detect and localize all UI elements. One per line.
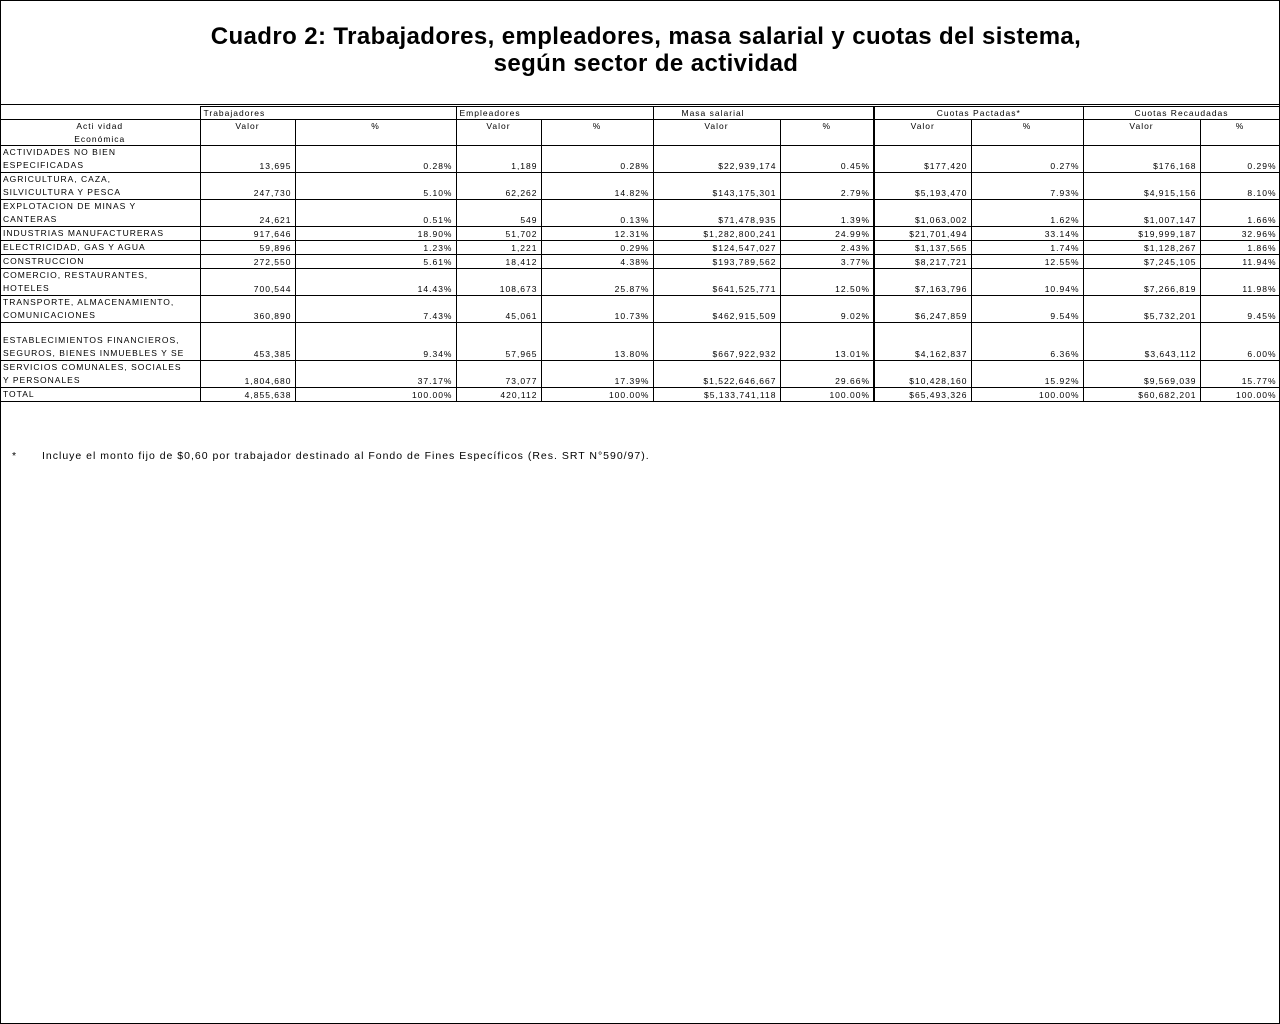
table-cell: 4,855,638 — [200, 388, 295, 402]
table-cell: $3,643,112 — [1083, 323, 1200, 361]
table-cell: 100.00% — [780, 388, 874, 402]
footnote-text: Incluye el monto fijo de $0,60 por trabajador destinado al Fondo de Fines Específicos (Res. SRT N°590/97). — [42, 450, 650, 462]
table-cell: 0.29% — [1200, 146, 1280, 173]
table-cell: $8,217,721 — [874, 255, 971, 269]
table-cell: 1.66% — [1200, 200, 1280, 227]
table-cell: $9,569,039 — [1083, 361, 1200, 388]
row-label — [0, 173, 200, 200]
table-cell: 25.87% — [541, 269, 653, 296]
table-cell: $1,282,800,241 — [653, 227, 780, 241]
row-label-line: HOTELES — [3, 283, 50, 293]
table-cell: 15.77% — [1200, 361, 1280, 388]
table-cell: 100.00% — [541, 388, 653, 402]
table-cell: $71,478,935 — [653, 200, 780, 227]
table-cell: 420,112 — [456, 388, 541, 402]
table-cell: 1,221 — [456, 241, 541, 255]
table-cell: 6.00% — [1200, 323, 1280, 361]
col-header-masa-pct: % — [780, 120, 874, 133]
group-header-masa-salarial: Masa salarial — [653, 107, 874, 120]
table-row — [0, 200, 1280, 227]
table-row — [0, 388, 1280, 402]
row-label — [0, 296, 200, 323]
table-cell: 15.92% — [971, 361, 1083, 388]
row-label-line: EXPLOTACION DE MINAS Y — [3, 201, 137, 211]
table-cell: 2.43% — [780, 241, 874, 255]
table-cell: $6,247,859 — [874, 296, 971, 323]
row-label — [0, 241, 200, 255]
table-cell: $65,493,326 — [874, 388, 971, 402]
row-label-line: TRANSPORTE, ALMACENAMIENTO, — [3, 297, 175, 307]
table-cell: 549 — [456, 200, 541, 227]
row-label-line: AGRICULTURA, CAZA, — [3, 174, 112, 184]
table-cell: 10.94% — [971, 269, 1083, 296]
row-label-line: INDUSTRIAS MANUFACTURERAS — [3, 228, 165, 238]
table-cell: 1.62% — [971, 200, 1083, 227]
group-header-empleadores: Empleadores — [456, 107, 653, 120]
table-cell: 7.43% — [295, 296, 456, 323]
table-cell: $22,939,174 — [653, 146, 780, 173]
row-label-line: CANTERAS — [3, 214, 58, 224]
table-cell: 11.94% — [1200, 255, 1280, 269]
table-row — [0, 241, 1280, 255]
table-cell: $19,999,187 — [1083, 227, 1200, 241]
row-label — [0, 269, 200, 296]
table-cell: 1,804,680 — [200, 361, 295, 388]
table-cell: 272,550 — [200, 255, 295, 269]
row-label-line: SERVICIOS COMUNALES, SOCIALES — [3, 362, 182, 372]
col-header-rec-valor: Valor — [1083, 120, 1200, 133]
table-cell: $176,168 — [1083, 146, 1200, 173]
row-label — [0, 388, 200, 402]
group-header-cuotas-recaudadas: Cuotas Recaudadas — [1083, 107, 1280, 120]
table-cell: 1.39% — [780, 200, 874, 227]
table-cell: 0.13% — [541, 200, 653, 227]
row-label-line: TOTAL — [3, 389, 35, 399]
table-row — [0, 255, 1280, 269]
table-cell: 14.82% — [541, 173, 653, 200]
table-cell: $1,007,147 — [1083, 200, 1200, 227]
table-cell: 6.36% — [971, 323, 1083, 361]
table-cell: 37.17% — [295, 361, 456, 388]
col-header-masa-valor: Valor — [653, 120, 780, 133]
row-label-line: COMUNICACIONES — [3, 310, 96, 320]
col-header-pact-valor: Valor — [874, 120, 971, 133]
table-cell: $7,163,796 — [874, 269, 971, 296]
table-cell: $10,428,160 — [874, 361, 971, 388]
col-header-pact-pct: % — [971, 120, 1083, 133]
footnote-mark: * — [12, 450, 18, 462]
table-cell: 7.93% — [971, 173, 1083, 200]
table-cell: $5,193,470 — [874, 173, 971, 200]
table-cell: 14.43% — [295, 269, 456, 296]
table-cell: 3.77% — [780, 255, 874, 269]
table-cell: 59,896 — [200, 241, 295, 255]
table-cell: 1.23% — [295, 241, 456, 255]
row-label-line: ESTABLECIMIENTOS FINANCIEROS, — [3, 335, 180, 345]
table-cell: $462,915,509 — [653, 296, 780, 323]
col-header-emp-valor: Valor — [456, 120, 541, 133]
row-label-line: SILVICULTURA Y PESCA — [3, 187, 122, 197]
table-cell: 1.74% — [971, 241, 1083, 255]
table-cell: 4.38% — [541, 255, 653, 269]
table-cell: 100.00% — [295, 388, 456, 402]
table-cell: $1,522,646,667 — [653, 361, 780, 388]
row-label-line: CONSTRUCCION — [3, 256, 85, 266]
table-cell: 45,061 — [456, 296, 541, 323]
table-cell: 13,695 — [200, 146, 295, 173]
table-cell: 0.29% — [541, 241, 653, 255]
row-label — [0, 361, 200, 388]
table-cell: 247,730 — [200, 173, 295, 200]
table-cell: 108,673 — [456, 269, 541, 296]
col-header-trab-valor: Valor — [200, 120, 295, 133]
table-cell: $1,137,565 — [874, 241, 971, 255]
table-cell: $124,547,027 — [653, 241, 780, 255]
header-corner — [0, 107, 200, 120]
table-cell: 5.10% — [295, 173, 456, 200]
table-cell: 360,890 — [200, 296, 295, 323]
row-label — [0, 323, 200, 361]
table-cell: 2.79% — [780, 173, 874, 200]
col-header-trab-pct: % — [295, 120, 456, 133]
page-title-line-1: Cuadro 2: Trabajadores, empleadores, masa salarial y cuotas del sistema, — [210, 23, 1082, 50]
table-cell: 24.99% — [780, 227, 874, 241]
col-header-emp-pct: % — [541, 120, 653, 133]
table-cell: 100.00% — [1200, 388, 1280, 402]
row-label — [0, 200, 200, 227]
table-cell: $177,420 — [874, 146, 971, 173]
table-cell: 1,189 — [456, 146, 541, 173]
table-cell: 9.34% — [295, 323, 456, 361]
table-cell: 0.45% — [780, 146, 874, 173]
row-label-line: SEGUROS, BIENES INMUEBLES Y SE — [3, 348, 185, 358]
table-cell: $5,133,741,118 — [653, 388, 780, 402]
row-label-line: Y PERSONALES — [3, 375, 81, 385]
table-cell: 0.28% — [541, 146, 653, 173]
table-cell: 11.98% — [1200, 269, 1280, 296]
title-box — [0, 0, 1279, 105]
table-cell: 17.39% — [541, 361, 653, 388]
table-cell: $1,128,267 — [1083, 241, 1200, 255]
group-header-cuotas-pactadas: Cuotas Pactadas* — [874, 107, 1083, 120]
col-header-rec-pct: % — [1200, 120, 1280, 133]
row-label-line: COMERCIO, RESTAURANTES, — [3, 270, 149, 280]
row-label — [0, 255, 200, 269]
table-cell: 13.80% — [541, 323, 653, 361]
table-cell: 51,702 — [456, 227, 541, 241]
table-cell: 5.61% — [295, 255, 456, 269]
table-cell: 8.10% — [1200, 173, 1280, 200]
table-cell: $7,266,819 — [1083, 269, 1200, 296]
table-cell: $7,245,105 — [1083, 255, 1200, 269]
table-cell: 453,385 — [200, 323, 295, 361]
table-cell: 32.96% — [1200, 227, 1280, 241]
table-cell: 0.28% — [295, 146, 456, 173]
table-cell: $4,915,156 — [1083, 173, 1200, 200]
table-cell: $4,162,837 — [874, 323, 971, 361]
row-header-line-2: Económica — [74, 134, 126, 144]
table-row — [0, 296, 1280, 323]
table-row — [0, 227, 1280, 241]
table-cell: $5,732,201 — [1083, 296, 1200, 323]
table-cell: 1.86% — [1200, 241, 1280, 255]
table-cell: 57,965 — [456, 323, 541, 361]
table-cell: 18,412 — [456, 255, 541, 269]
footnote — [12, 450, 650, 462]
table-cell: 9.02% — [780, 296, 874, 323]
table-row — [0, 146, 1280, 173]
table-cell: 13.01% — [780, 323, 874, 361]
table-cell: 700,544 — [200, 269, 295, 296]
table-cell: $1,063,002 — [874, 200, 971, 227]
row-label — [0, 146, 200, 173]
table-cell: 29.66% — [780, 361, 874, 388]
table-cell: $667,922,932 — [653, 323, 780, 361]
table-cell: 0.51% — [295, 200, 456, 227]
table-row — [0, 269, 1280, 296]
table-cell: 10.73% — [541, 296, 653, 323]
table-cell: 9.45% — [1200, 296, 1280, 323]
table-cell: 12.31% — [541, 227, 653, 241]
table-cell: 100.00% — [971, 388, 1083, 402]
table-cell: 33.14% — [971, 227, 1083, 241]
row-label — [0, 227, 200, 241]
table-cell: 73,077 — [456, 361, 541, 388]
group-header-trabajadores: Trabajadores — [200, 107, 456, 120]
table-cell: $143,175,301 — [653, 173, 780, 200]
table-cell: 917,646 — [200, 227, 295, 241]
table-cell: $193,789,562 — [653, 255, 780, 269]
row-label-line: ESPECIFICADAS — [3, 160, 85, 170]
table-cell: $21,701,494 — [874, 227, 971, 241]
table-cell: 18.90% — [295, 227, 456, 241]
row-header-line-1: Acti vidad — [0, 120, 200, 133]
row-label-line: ACTIVIDADES NO BIEN — [3, 147, 116, 157]
table-cell: 9.54% — [971, 296, 1083, 323]
table-cell: $641,525,771 — [653, 269, 780, 296]
table-row — [0, 173, 1280, 200]
table-cell: $60,682,201 — [1083, 388, 1200, 402]
table-cell: 62,262 — [456, 173, 541, 200]
row-label-line: ELECTRICIDAD, GAS Y AGUA — [3, 242, 146, 252]
table-cell: 12.50% — [780, 269, 874, 296]
table-cell: 12.55% — [971, 255, 1083, 269]
page-title-line-2: según sector de actividad — [493, 50, 799, 77]
table-cell: 24,621 — [200, 200, 295, 227]
table-cell: 0.27% — [971, 146, 1083, 173]
data-table — [0, 106, 1280, 402]
table-row — [0, 323, 1280, 361]
table-row — [0, 361, 1280, 388]
